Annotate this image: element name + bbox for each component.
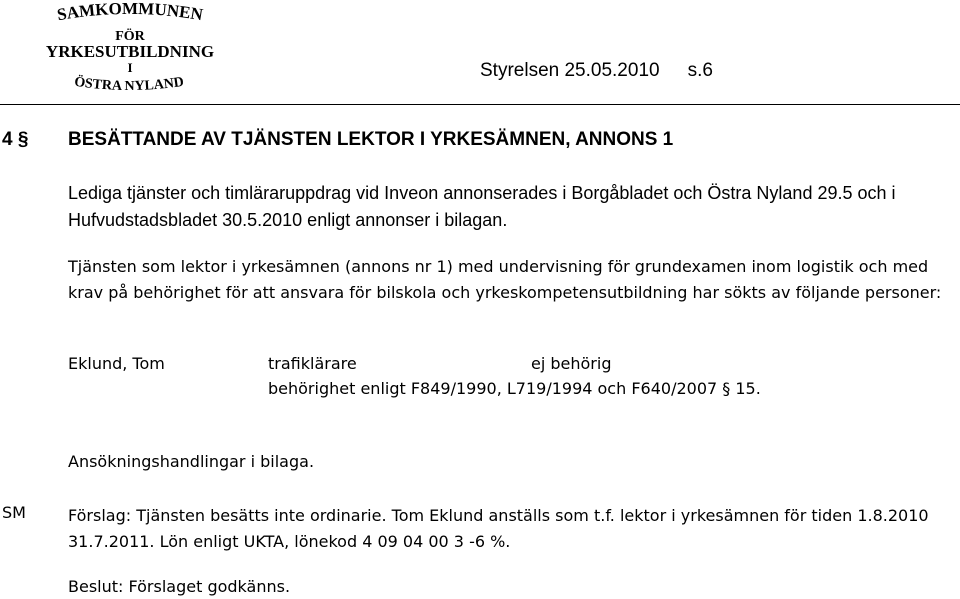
page-number: s.6 bbox=[687, 60, 713, 81]
organization-logo bbox=[18, 0, 248, 100]
header-divider bbox=[0, 104, 960, 105]
applicant-name: Eklund, Tom bbox=[68, 354, 165, 373]
applicant-status: ej behörig bbox=[531, 354, 612, 373]
logo-line-5: ÖSTRA NYLAND bbox=[73, 74, 185, 95]
section-title: BESÄTTANDE AV TJÄNSTEN LEKTOR I YRKESÄMNEN, ANNONS 1 bbox=[68, 129, 674, 150]
proposal-label: SM bbox=[2, 503, 26, 522]
logo-line-3: YRKESUTBILDNING bbox=[45, 42, 215, 61]
section-number: 4 § bbox=[2, 129, 29, 150]
proposal-text: Förslag: Tjänsten besätts inte ordinarie. Tom Eklund anställs som t.f. lektor i yrkesämnen för tiden 1.8.2010 31.7.2011. Lön enligt UKTA, lönekod 4 09 04 00 3 -6 %. bbox=[68, 506, 929, 551]
meeting-date: Styrelsen 25.05.2010 bbox=[480, 60, 660, 81]
applications-note: Ansökningshandlingar i bilaga. bbox=[68, 452, 315, 471]
logo-line-1: SAMKOMMUNEN bbox=[55, 0, 205, 25]
applicant-role: trafiklärare bbox=[268, 354, 357, 373]
logo-line-2: FÖR bbox=[115, 29, 145, 44]
position-paragraph: Tjänsten som lektor i yrkesämnen (annons nr 1) med undervisning för grundexamen inom logistik och med krav på behörighet för att ansvara för bilskola och yrkeskompetensutbildning har sökts av följande personer: bbox=[68, 257, 942, 302]
page-header bbox=[480, 60, 713, 82]
applicant-qualification: behörighet enligt F849/1990, L719/1994 och F640/2007 § 15. bbox=[268, 379, 761, 398]
decision-text: Beslut: Förslaget godkänns. bbox=[68, 577, 291, 596]
logo-line-4: I bbox=[127, 60, 133, 75]
intro-paragraph: Lediga tjänster och timläraruppdrag vid Inveon annonserades i Borgåbladet och Östra Nyland 29.5 och i Hufvudstadsbladet 30.5.2010 enligt annonser i bilagan. bbox=[68, 183, 896, 230]
